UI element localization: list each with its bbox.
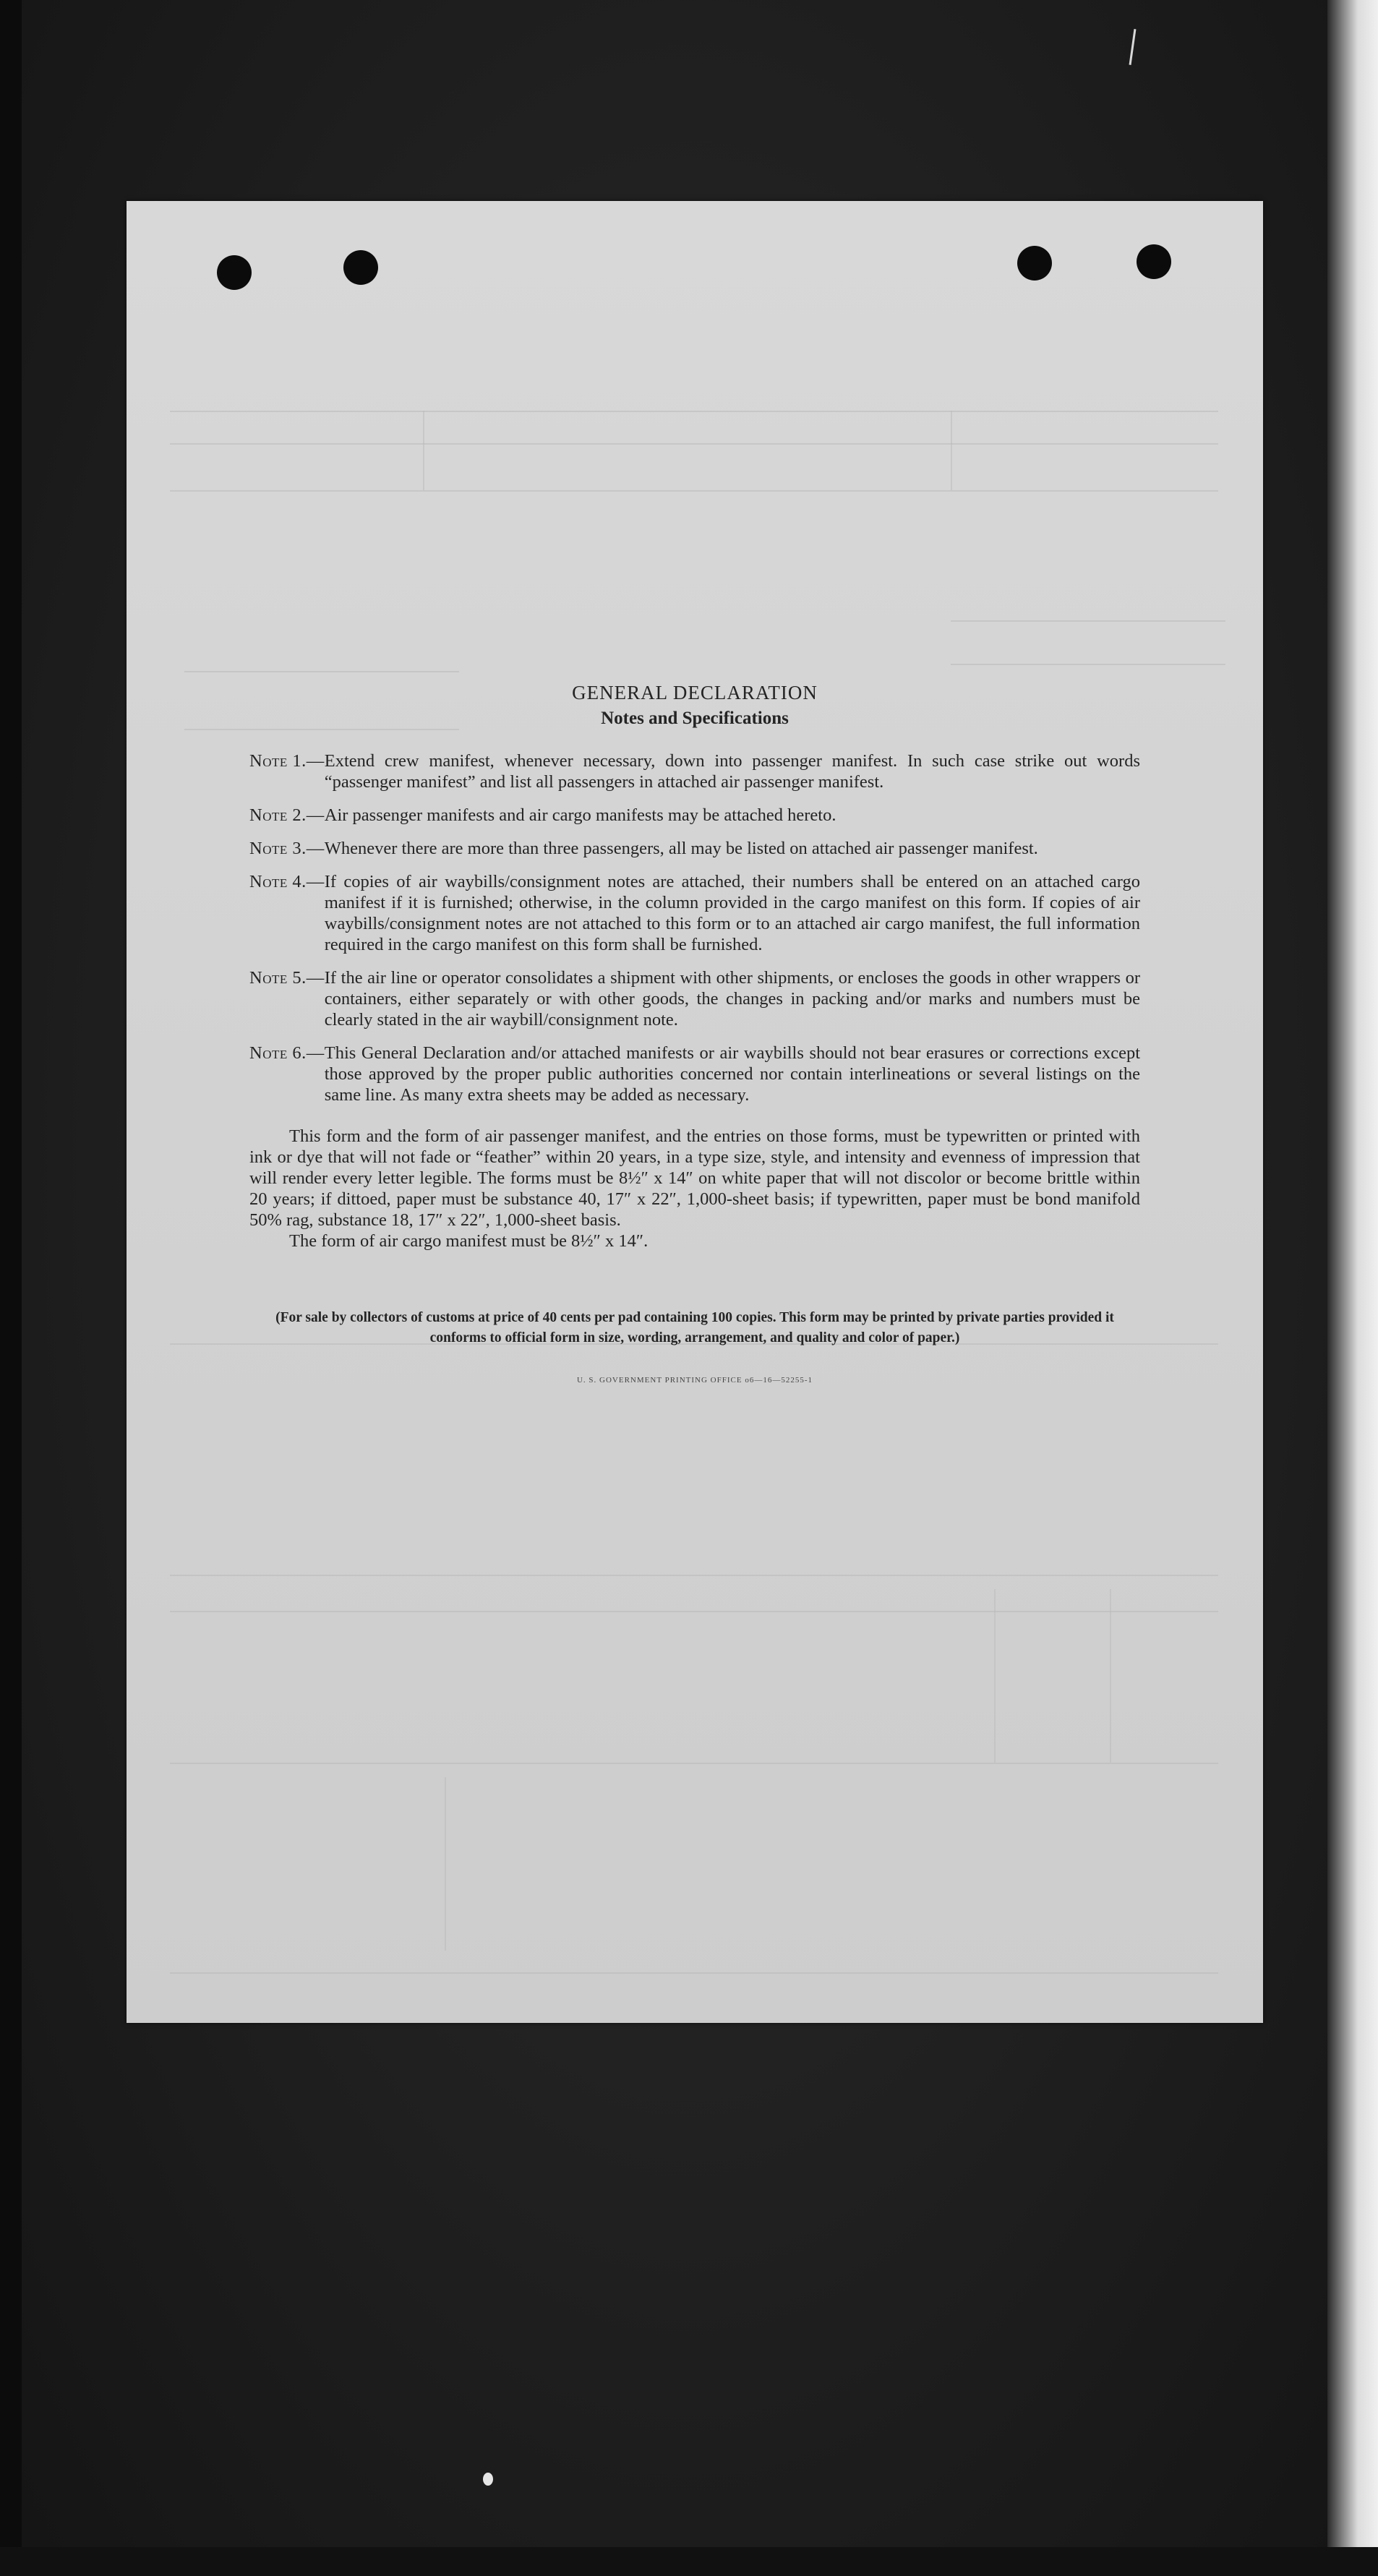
- punch-hole-1: [217, 255, 252, 290]
- note-item: [249, 871, 1140, 955]
- bleed-through-rule: [994, 1589, 996, 1763]
- bleed-through-rule: [170, 1611, 1218, 1612]
- bleed-through-rule: [951, 620, 1225, 622]
- specification-paragraph: This form and the form of air passenger manifest, and the entries on those forms, must be typewritten or printed with ink or dye that will not fade or “feather” within 20 years, in a type size, style, and intensity and evenness of impression that will render every letter legible. The forms must be 8½″ x 14″ on white paper that will not discolor or become brittle within 20 years; if dittoed, paper must be substance 40, 17″ x 22″, 1,000-sheet basis; if typewritten, paper must be bond manifold 50% rag, substance 18, 17″ x 22″, 1,000-sheet basis.: [249, 1126, 1140, 1230]
- scanner-edge-left: [0, 0, 22, 2576]
- note-text: This General Declaration and/or attached manifests or air waybills should not bear erasures or corrections except those approved by the proper public authorities concerned nor contain interlineations or several listings on the same line. As many extra sheets may be added as necessary.: [324, 1043, 1140, 1105]
- printer-imprint: U. S. GOVERNMENT PRINTING OFFICE o6—16—52255-1: [576, 1376, 813, 1385]
- punch-hole-3: [1017, 246, 1052, 281]
- document-title: GENERAL DECLARATION: [572, 682, 818, 703]
- note-label: Note 1.—: [249, 751, 325, 771]
- bleed-through-rule: [170, 443, 1218, 445]
- sale-notice: (For sale by collectors of customs at price of 40 cents per pad containing 100 copies. This form may be printed by private parties provided it conforms to official form in size, wording, arrangement, and quality and color of paper.): [275, 1310, 1114, 1345]
- scan-artifact-speck: [483, 2473, 493, 2486]
- note-label: Note 2.—: [249, 805, 325, 825]
- note-text: If the air line or operator consolidates a shipment with other shipments, or encloses the goods in other wrappers or containers, either separately or with other goods, the changes in packing and/or marks and numbers must be clearly stated in the air waybill/consignment note.: [324, 968, 1140, 1030]
- note-text: Extend crew manifest, whenever necessary, down into passenger manifest. In such case strike out words “passenger manifest” and list all passengers in attached air passenger manifest.: [324, 751, 1140, 792]
- bleed-through-rule: [1110, 1589, 1111, 1763]
- notes-list: [249, 750, 1140, 1105]
- document-subtitle: Notes and Specifications: [601, 709, 789, 728]
- bleed-through-rule: [170, 490, 1218, 492]
- note-text: Air passenger manifests and air cargo manifests may be attached hereto.: [324, 805, 836, 825]
- note-item: [249, 967, 1140, 1030]
- note-item: [249, 1043, 1140, 1105]
- note-label: Note 5.—: [249, 968, 325, 988]
- punch-hole-2: [343, 250, 378, 285]
- note-text: If copies of air waybills/consignment notes are attached, their numbers shall be entered on an attached cargo manifest if it is furnished; otherwise, in the column provided in the cargo manifest on this form. If copies of air waybills/consignment notes are not attached to this form or to an attached air cargo manifest, the full information required in the cargo manifest on this form shall be furnished.: [324, 872, 1140, 954]
- note-label: Note 6.—: [249, 1043, 325, 1063]
- note-label: Note 3.—: [249, 839, 325, 858]
- document-sheet: [127, 201, 1263, 2023]
- declaration-notes: [249, 682, 1140, 1385]
- bleed-through-rule: [951, 664, 1225, 665]
- note-item: [249, 805, 1140, 826]
- bleed-through-rule: [445, 1777, 446, 1951]
- note-item: [249, 838, 1140, 859]
- punch-hole-4: [1137, 244, 1171, 279]
- note-item: [249, 750, 1140, 792]
- bleed-through-rule: [951, 411, 952, 490]
- scanner-edge-bottom: [0, 2547, 1378, 2576]
- bleed-through-rule: [170, 1763, 1218, 1764]
- specification-paragraph-cargo: The form of air cargo manifest must be 8½″ x 14″.: [289, 1231, 649, 1251]
- bleed-through-rule: [170, 411, 1218, 412]
- bleed-through-rule: [170, 1972, 1218, 1974]
- bleed-through-rule: [423, 411, 424, 490]
- bleed-through-rule: [170, 1575, 1218, 1576]
- bleed-through-rule: [184, 671, 459, 672]
- note-label: Note 4.—: [249, 872, 325, 891]
- scanner-edge-right: [1327, 0, 1378, 2576]
- note-text: Whenever there are more than three passengers, all may be listed on attached air passenger manifest.: [324, 839, 1038, 858]
